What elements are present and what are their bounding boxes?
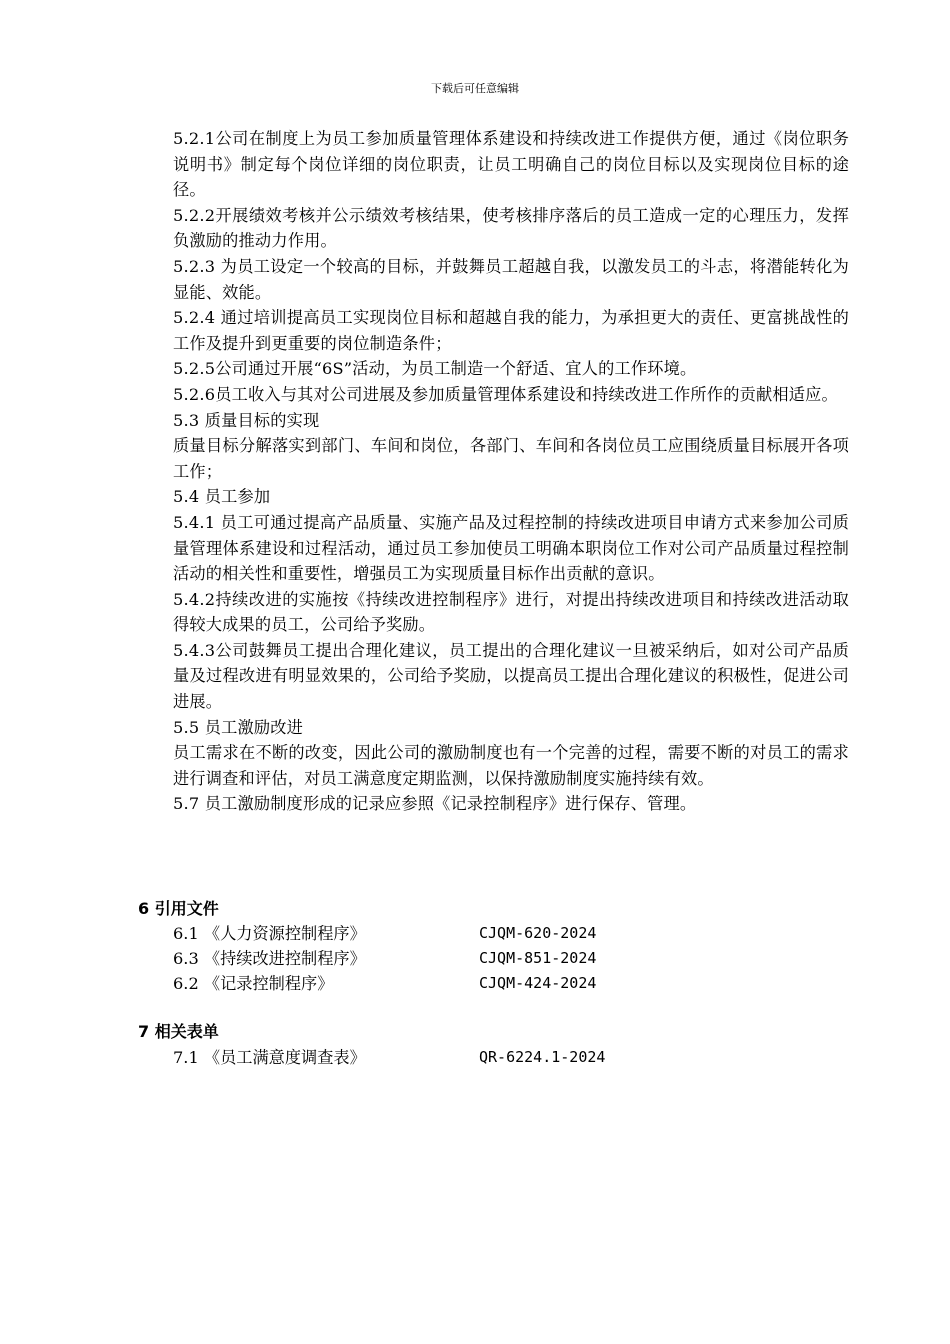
paragraph-5-2-2: 5.2.2开展绩效考核并公示绩效考核结果，使考核排序落后的员工造成一定的心理压力，发挥负激励的推动力作用。	[173, 205, 849, 251]
reference-name: 6.1 《人力资源控制程序》	[173, 924, 366, 943]
reference-row	[173, 921, 773, 946]
heading-5-5: 5.5 员工激励改进	[173, 717, 304, 737]
section-7-title: 7 相关表单	[138, 1022, 219, 1041]
reference-name: 6.3 《持续改进控制程序》	[173, 949, 366, 968]
reference-row	[173, 946, 773, 971]
reference-code: CJQM-424-2024	[479, 974, 597, 992]
paragraph-5-2-4: 5.2.4 通过培训提高员工实现岗位目标和超越自我的能力，为承担更大的责任、更富挑战性的工作及提升到更重要的岗位制造条件；	[173, 308, 849, 353]
heading-5-3: 5.3 质量目标的实现	[173, 410, 320, 430]
paragraph-5-4-2: 5.4.2持续改进的实施按《持续改进控制程序》进行，对提出持续改进项目和持续改进活动取得较大成果的员工，公司给予奖励。	[173, 589, 849, 635]
paragraph-5-3-body: 质量目标分解落实到部门、车间和岗位，各部门、车间和各岗位员工应围绕质量目标展开各项工作；	[173, 436, 849, 481]
form-code: QR-6224.1-2024	[479, 1048, 606, 1066]
paragraph-5-2-5: 5.2.5公司通过开展“6S”活动，为员工制造一个舒适、宜人的工作环境。	[173, 359, 697, 379]
paragraph-5-4-3: 5.4.3公司鼓舞员工提出合理化建议，员工提出的合理化建议一旦被采纳后，如对公司产品质量及过程改进有明显效果的，公司给予奖励，以提高员工提出合理化建议的积极性，促进公司进展。	[173, 640, 849, 712]
reference-code: CJQM-620-2024	[479, 924, 597, 942]
heading-5-4: 5.4 员工参加	[173, 487, 271, 507]
body-text	[173, 126, 849, 817]
paragraph-5-2-3: 5.2.3 为员工设定一个较高的目标，并鼓舞员工超越自我，以激发员工的斗志，将潜能转化为显能、效能。	[173, 256, 849, 302]
paragraph-5-2-6: 5.2.6员工收入与其对公司进展及参加质量管理体系建设和持续改进工作所作的贡献相适应。	[173, 384, 838, 404]
paragraph-5-7: 5.7 员工激励制度形成的记录应参照《记录控制程序》进行保存、管理。	[173, 794, 697, 814]
form-row	[173, 1045, 773, 1070]
reference-name: 6.2 《记录控制程序》	[173, 974, 334, 993]
paragraph-5-2-1: 5.2.1公司在制度上为员工参加质量管理体系建设和持续改进工作提供方便，通过《岗位职务说明书》制定每个岗位详细的岗位职责，让员工明确自己的岗位目标以及实现岗位目标的途径。	[173, 129, 849, 200]
reference-row	[173, 971, 773, 996]
form-name: 7.1 《员工满意度调查表》	[173, 1048, 366, 1067]
page-header-note: 下载后可任意编辑	[431, 82, 519, 95]
paragraph-5-4-1: 5.4.1 员工可通过提高产品质量、实施产品及过程控制的持续改进项目申请方式来参加公司质量管理体系建设和过程活动，通过员工参加使员工明确本职岗位工作对公司产品质量过程控制活动的相关性和重要性，增强员工为实现质量目标作出贡献的意识。	[173, 512, 849, 584]
reference-code: CJQM-851-2024	[479, 949, 597, 967]
paragraph-5-5-body: 员工需求在不断的改变，因此公司的激励制度也有一个完善的过程，需要不断的对员工的需求进行调查和评估，对员工满意度定期监测，以保持激励制度实施持续有效。	[173, 743, 849, 788]
section-6-title: 6 引用文件	[138, 899, 219, 918]
